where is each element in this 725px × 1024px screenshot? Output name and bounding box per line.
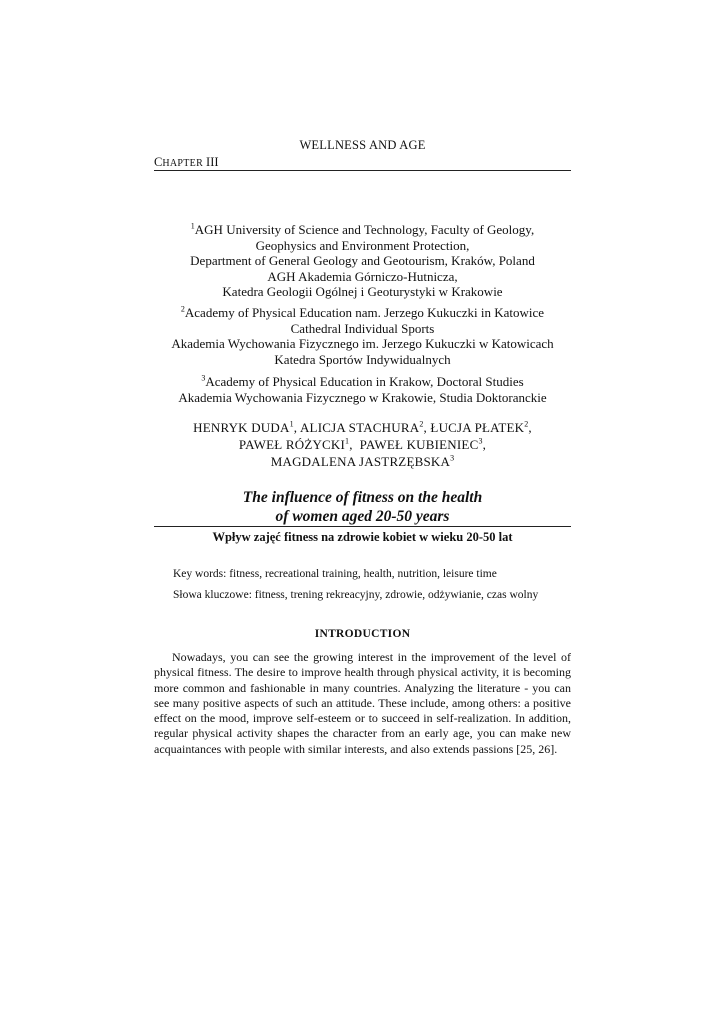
section-heading: INTRODUCTION [314,628,411,640]
author-name: PAWEŁ RÓŻYCKI [238,437,346,452]
affiliation-2 [154,305,571,367]
affiliation-mark: 1 [190,221,195,231]
affiliation-line: $^1$AGH University of Science and Technology, Faculty of Geology, [190,221,535,237]
author-line: HENRYK DUDA$^1$, ALICJA STACHURA$^2$, ŁUCJA PŁATEK$^2$, [193,419,532,435]
affiliation-line: AGH Akademia Górniczo-Hutnicza, [267,268,458,284]
chapter-label [154,155,219,170]
running-header: WELLNESS AND AGE [299,138,426,152]
intro-paragraph: Nowadays, you can see the growing interest in the improvement of the level of physical fitness. The desire to improve health through physical activity, it is becoming more common and fashionable in many countries. Analyzing the literature - you can see many positive aspects of such an attitude. These include, among others: a positive effect on the mood, improve self-esteem or to succeed in self-realization. In addition, regular physical activity shapes the character from an early age, you can make new acquaintances with people with similar interests, and also extends passions [25, 26]. [154,650,571,756]
title-line: of women aged 20-50 years [275,508,450,525]
chapter-initial: C [154,155,163,169]
affiliation-line: Katedra Geologii Ogólnej i Geoturystyki w Krakowie [222,284,503,300]
author-mark: 3 [478,436,483,446]
affiliation-line: $^2$Academy of Physical Education nam. Jerzego Kukuczki in Katowice [180,304,545,320]
author-line: PAWEŁ RÓŻYCKI$^1$, PAWEŁ KUBIENIEC$^3$, [238,436,487,452]
author-mark: 1 [289,419,294,429]
header-rule [154,170,571,171]
affiliation-1 [154,222,571,300]
author-mark: 2 [419,419,424,429]
author-name: ŁUCJA PŁATEK [430,420,525,435]
title-line: The influence of fitness on the health [242,489,483,506]
title-rule [154,526,571,527]
affiliation-line: Akademia Wychowania Fizycznego w Krakowie, Studia Doktoranckie [178,389,547,405]
paper-title [154,488,571,526]
affiliation-line: $^3$Academy of Physical Education in Krakow, Doctoral Studies [201,373,524,389]
affiliation-3 [154,374,571,405]
keywords-english: Key words: fitness, recreational training, health, nutrition, leisure time [173,568,497,580]
affiliation-line: Akademia Wychowania Fizycznego im. Jerzego Kukuczki w Katowicach [171,336,554,352]
author-mark: 3 [450,453,455,463]
affiliation-line: Katedra Sportów Indywidualnych [274,351,451,367]
author-name: HENRYK DUDA [193,420,290,435]
keywords-polish: Słowa kluczowe: fitness, trening rekreacyjny, zdrowie, odżywianie, czas wolny [173,589,539,601]
author-mark: 1 [345,436,350,446]
author-name: PAWEŁ KUBIENIEC [359,437,479,452]
author-name: ALICJA STACHURA [299,420,420,435]
affiliation-mark: 3 [201,373,206,383]
affiliation-line: Geophysics and Environment Protection, [255,237,470,253]
chapter-number: III [206,155,219,169]
author-line [154,453,571,470]
paper-subtitle: Wpływ zajęć fitness na zdrowie kobiet w wieku 20-50 lat [212,530,513,544]
chapter-word: HAPTER [162,158,204,169]
affiliation-mark: 2 [180,304,185,314]
author-name: MAGDALENA JASTRZĘBSKA [270,454,451,469]
author-mark: 2 [524,419,529,429]
affiliation-line: Department of General Geology and Geotourism, Kraków, Poland [190,253,535,269]
affiliation-line: Cathedral Individual Sports [290,320,435,336]
author-list [154,419,571,470]
